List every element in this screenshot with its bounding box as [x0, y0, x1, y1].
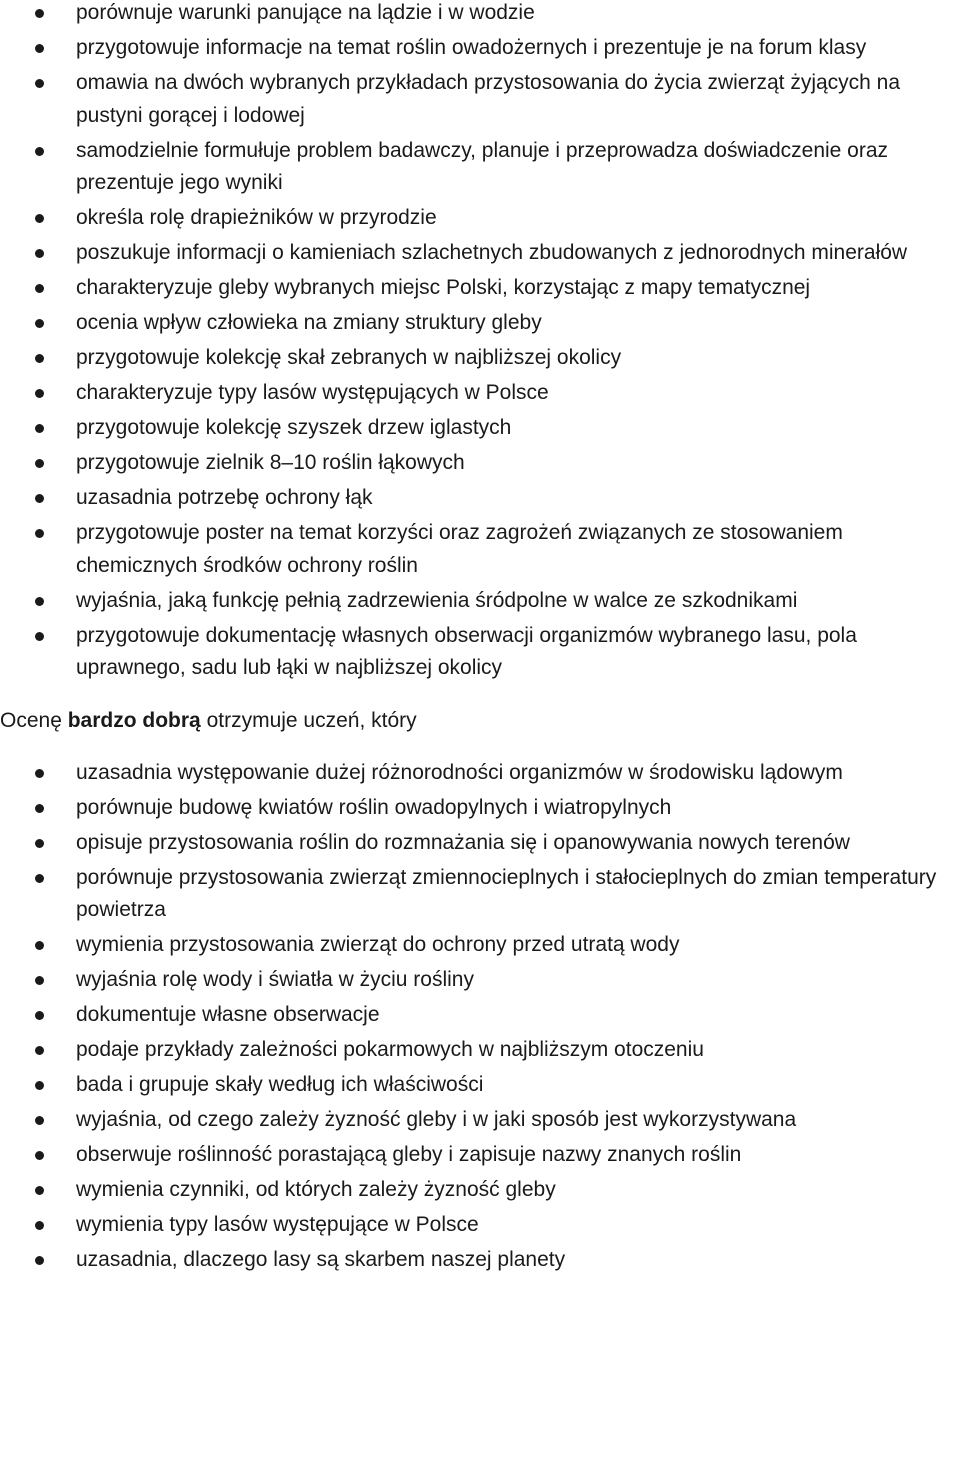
list-item: wyjaśnia, od czego zależy żyzność gleby i w jaki sposób jest wykorzystywana	[0, 1104, 960, 1137]
bullet-icon	[35, 976, 44, 985]
list-item: wyjaśnia, jaką funkcję pełnią zadrzewienia śródpolne w walce ze szkodnikami	[0, 585, 960, 618]
bullet-icon	[35, 1046, 44, 1055]
bullet-icon	[35, 1221, 44, 1230]
bullet-icon	[35, 1116, 44, 1125]
bullet-icon	[35, 147, 44, 156]
bullet-icon	[35, 249, 44, 258]
list-item: uzasadnia, dlaczego lasy są skarbem naszej planety	[0, 1244, 960, 1277]
bullet-icon	[35, 941, 44, 950]
bullet-icon	[35, 839, 44, 848]
list-item: przygotowuje kolekcję szyszek drzew iglastych	[0, 412, 960, 445]
grade-name: bardzo dobrą	[67, 708, 201, 732]
bullet-icon	[35, 632, 44, 641]
bullet-icon	[35, 214, 44, 223]
list-item: przygotowuje informacje na temat roślin owadożernych i prezentuje je na forum klasy	[0, 32, 960, 65]
list-item: poszukuje informacji o kamieniach szlachetnych zbudowanych z jednorodnych minerałów	[0, 237, 960, 270]
list-item: określa rolę drapieżników w przyrodzie	[0, 202, 960, 235]
bullet-icon	[35, 284, 44, 293]
bullet-icon	[35, 1151, 44, 1160]
criteria-list-very-good-grade	[0, 757, 960, 1277]
bullet-icon	[35, 1186, 44, 1195]
list-item: wymienia typy lasów występujące w Polsce	[0, 1209, 960, 1242]
list-item: przygotowuje dokumentację własnych obserwacji organizmów wybranego lasu, pola uprawnego, sadu lub łąki w najbliższej okolicy	[0, 620, 960, 685]
bullet-icon	[35, 389, 44, 398]
list-item: wymienia przystosowania zwierząt do ochrony przed utratą wody	[0, 929, 960, 962]
list-item: wyjaśnia rolę wody i światła w życiu rośliny	[0, 964, 960, 997]
list-item: przygotowuje poster na temat korzyści oraz zagrożeń związanych ze stosowaniem chemicznych środków ochrony roślin	[0, 517, 960, 582]
list-item: opisuje przystosowania roślin do rozmnażania się i opanowywania nowych terenów	[0, 827, 960, 860]
list-item: wymienia czynniki, od których zależy żyzność gleby	[0, 1174, 960, 1207]
list-item: porównuje budowę kwiatów roślin owadopylnych i wiatropylnych	[0, 792, 960, 825]
list-item: podaje przykłady zależności pokarmowych w najbliższym otoczeniu	[0, 1034, 960, 1067]
list-item: samodzielnie formułuje problem badawczy, planuje i przeprowadza doświadczenie oraz prezentuje jego wyniki	[0, 135, 960, 200]
list-item: obserwuje roślinność porastającą gleby i zapisuje nazwy znanych roślin	[0, 1139, 960, 1172]
list-item: charakteryzuje typy lasów występujących w Polsce	[0, 377, 960, 410]
list-item: charakteryzuje gleby wybranych miejsc Polski, korzystając z mapy tematycznej	[0, 272, 960, 305]
bullet-icon	[35, 1081, 44, 1090]
list-item: omawia na dwóch wybranych przykładach przystosowania do życia zwierząt żyjących na pustyni gorącej i lodowej	[0, 67, 960, 132]
list-item: ocenia wpływ człowieka na zmiany struktury gleby	[0, 307, 960, 340]
list-item: przygotowuje kolekcję skał zebranych w najbliższej okolicy	[0, 342, 960, 375]
bullet-icon	[35, 9, 44, 18]
list-item: porównuje warunki panujące na lądzie i w wodzie	[0, 0, 960, 30]
bullet-icon	[35, 354, 44, 363]
bullet-icon	[35, 79, 44, 88]
criteria-list-previous-grade	[0, 0, 960, 685]
bullet-icon	[35, 529, 44, 538]
bullet-icon	[35, 1011, 44, 1020]
bullet-icon	[35, 597, 44, 606]
bullet-icon	[35, 874, 44, 883]
bullet-icon	[35, 459, 44, 468]
bullet-icon	[35, 1256, 44, 1265]
bullet-icon	[35, 494, 44, 503]
bullet-icon	[35, 804, 44, 813]
list-item: uzasadnia potrzebę ochrony łąk	[0, 482, 960, 515]
list-item: uzasadnia występowanie dużej różnorodności organizmów w środowisku lądowym	[0, 757, 960, 790]
list-item: porównuje przystosowania zwierząt zmiennocieplnych i stałocieplnych do zmian temperatury powietrza	[0, 862, 960, 927]
bullet-icon	[35, 424, 44, 433]
list-item: bada i grupuje skały według ich właściwości	[0, 1069, 960, 1102]
list-item: dokumentuje własne obserwacje	[0, 999, 960, 1032]
bullet-icon	[35, 769, 44, 778]
section-heading-very-good-grade: Ocenę bardzo dobrą otrzymuje uczeń, który	[0, 708, 417, 732]
bullet-icon	[35, 319, 44, 328]
list-item: przygotowuje zielnik 8–10 roślin łąkowych	[0, 447, 960, 480]
bullet-icon	[35, 44, 44, 53]
